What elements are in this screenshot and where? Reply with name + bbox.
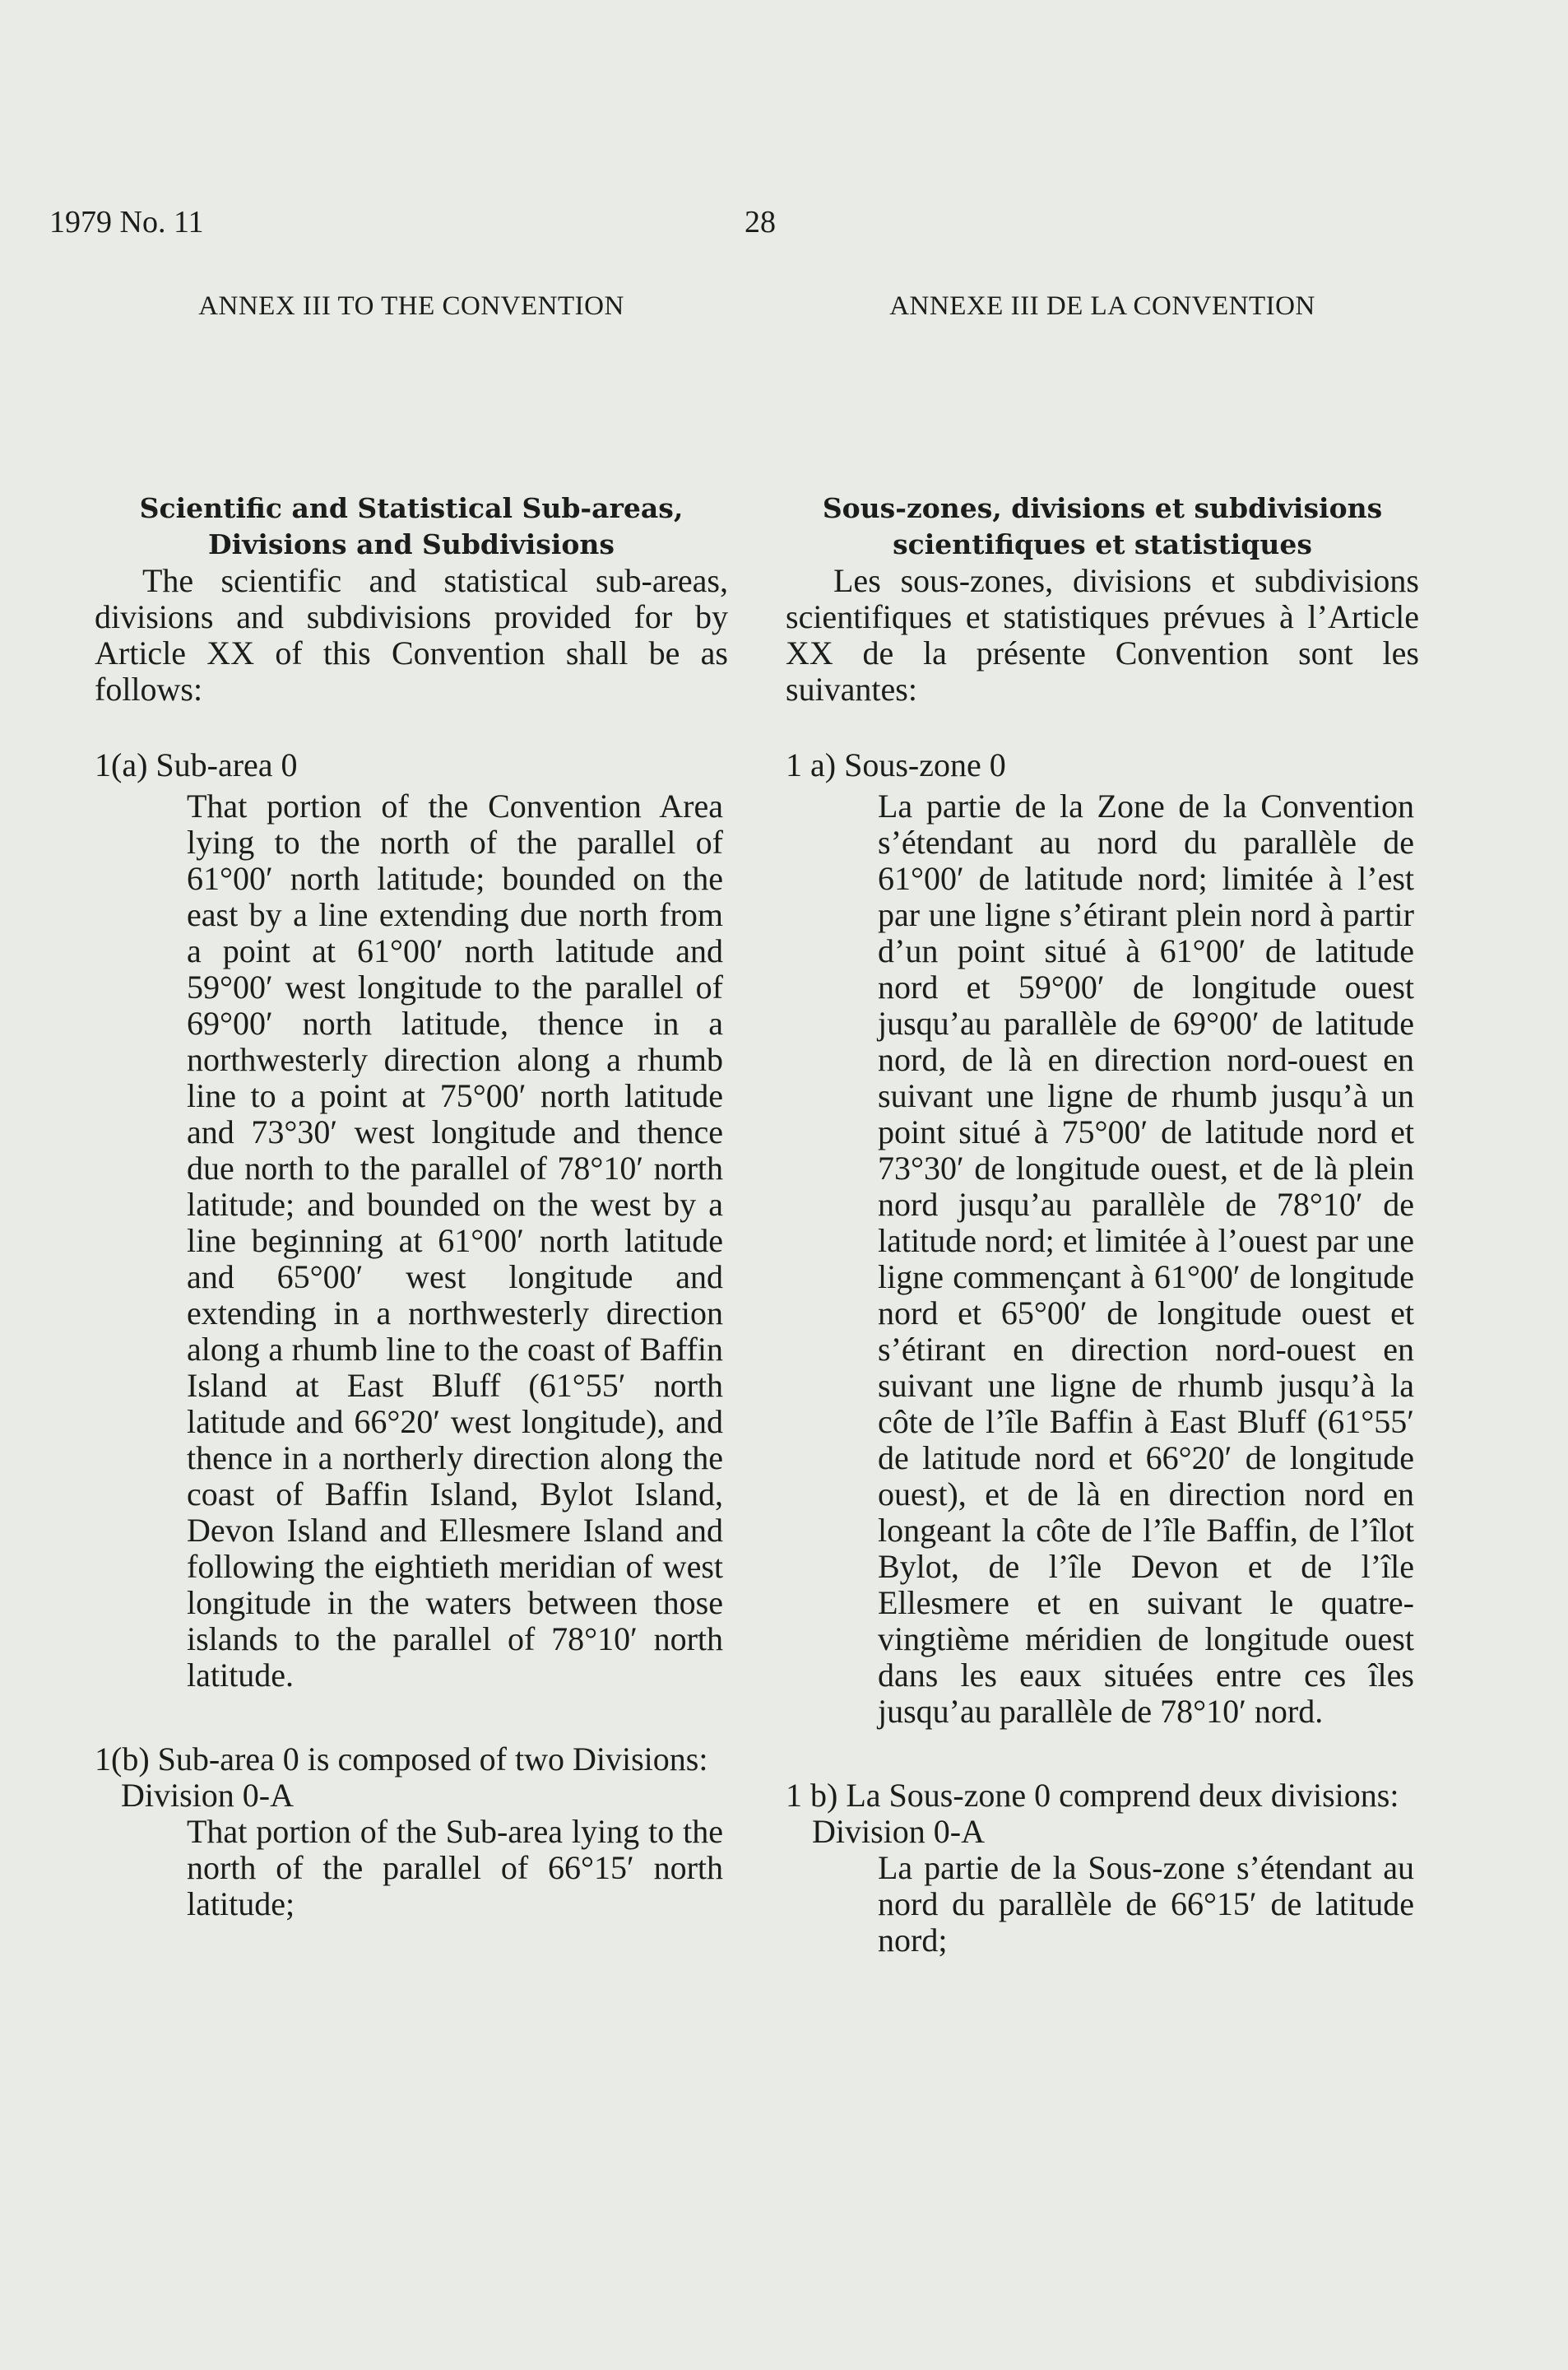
sub-area-label-en: 1(a) Sub-area 0 — [95, 746, 298, 783]
division-description-en: That portion of the Sub-area lying to the north of the parallel of 66°15′ north latitude; — [187, 1813, 723, 1922]
division-label-en: Division 0-A — [121, 1777, 294, 1814]
section-heading-fr-line1: Sous-zones, divisions et subdivisions — [822, 492, 1383, 524]
section-heading-fr — [786, 490, 1419, 563]
section-heading-en-line2: Divisions and Subdivisions — [208, 528, 615, 560]
intro-paragraph-en: The scientific and statistical sub-areas, divisions and subdivisions provided for by Article XX of this Convention shall be as follows: — [95, 562, 728, 708]
section-heading-en-line1: Scientific and Statistical Sub-areas, — [139, 492, 684, 524]
sub-area-description-fr: La partie de la Zone de la Convention s’étendant au nord du parallèle de 61°00′ de latitude nord; limitée à l’est par une ligne s’étirant plein nord à partir d’un point situé à 61°00′ de latitude nord et 59°00′ de longitude ouest jusqu’au parallèle de 69°00′ de latitude nord, de là en direction nord-ouest en suivant une ligne de rhumb jusqu’à un point situé à 75°00′ de latitude nord et 73°30′ de longitude ouest, et de là plein nord jusqu’au parallèle de 78°10′ de latitude nord; et limitée à l’ouest par une ligne commençant à 61°00′ de longitude nord et 65°00′ de longitude ouest et s’étirant en direction nord-ouest en suivant une ligne de rhumb jusqu’à la côte de l’île Baffin à East Bluff (61°55′ de latitude nord et 66°20′ de longitude ouest), et de là en direction nord en longeant la côte de l’île Baffin, de l’îlot Bylot, de l’île Devon et de l’île Ellesmere et en suivant le quatre-vingtième méridien de longitude ouest dans les eaux situées entre ces îles jusqu’au parallèle de 78°10′ nord. — [878, 788, 1414, 1730]
annex-title-fr: ANNEXE III DE LA CONVENTION — [889, 291, 1315, 321]
french-column — [786, 288, 1419, 1959]
intro-paragraph-fr: Les sous-zones, divisions et subdivisions scientifiques et statistiques prévues à l’Article XX de la présente Convention sont les suivantes: — [786, 562, 1419, 708]
sub-area-divisions-en: 1(b) Sub-area 0 is composed of two Divisions: — [95, 1740, 708, 1778]
sub-area-description-en: That portion of the Convention Area lying to the north of the parallel of 61°00′ north latitude; bounded on the east by a line extending due north from a point at 61°00′ north latitude and 59°00′ west longitude to the parallel of 69°00′ north latitude, thence in a northwesterly direction along a rhumb line to a point at 75°00′ north latitude and 73°30′ west longitude and thence due north to the parallel of 78°10′ north latitude; and bounded on the west by a line beginning at 61°00′ north latitude and 65°00′ west longitude and extending in a northwesterly direction along a rhumb line to the coast of Baffin Island at East Bluff (61°55′ north latitude and 66°20′ west longitude), and thence in a northerly direction along the coast of Baffin Island, Bylot Island, Devon Island and Ellesmere Island and following the eightieth meridian of west longitude in the waters between those islands to the parallel of 78°10′ north latitude. — [187, 788, 723, 1694]
section-heading-en — [95, 490, 728, 563]
sub-area-label-fr: 1 a) Sous-zone 0 — [786, 746, 1006, 783]
division-description-fr: La partie de la Sous-zone s’étendant au nord du parallèle de 66°15′ de latitude nord; — [878, 1849, 1414, 1959]
english-column — [95, 288, 728, 1922]
division-label-fr: Division 0-A — [812, 1813, 985, 1850]
document-reference: 1979 No. 11 — [49, 205, 204, 239]
annex-title-en: ANNEX III TO THE CONVENTION — [198, 291, 624, 321]
sub-area-divisions-fr: 1 b) La Sous-zone 0 comprend deux divisions: — [786, 1777, 1399, 1814]
page-number: 28 — [745, 205, 776, 239]
section-heading-fr-line2: scientifiques et statistiques — [893, 528, 1312, 560]
